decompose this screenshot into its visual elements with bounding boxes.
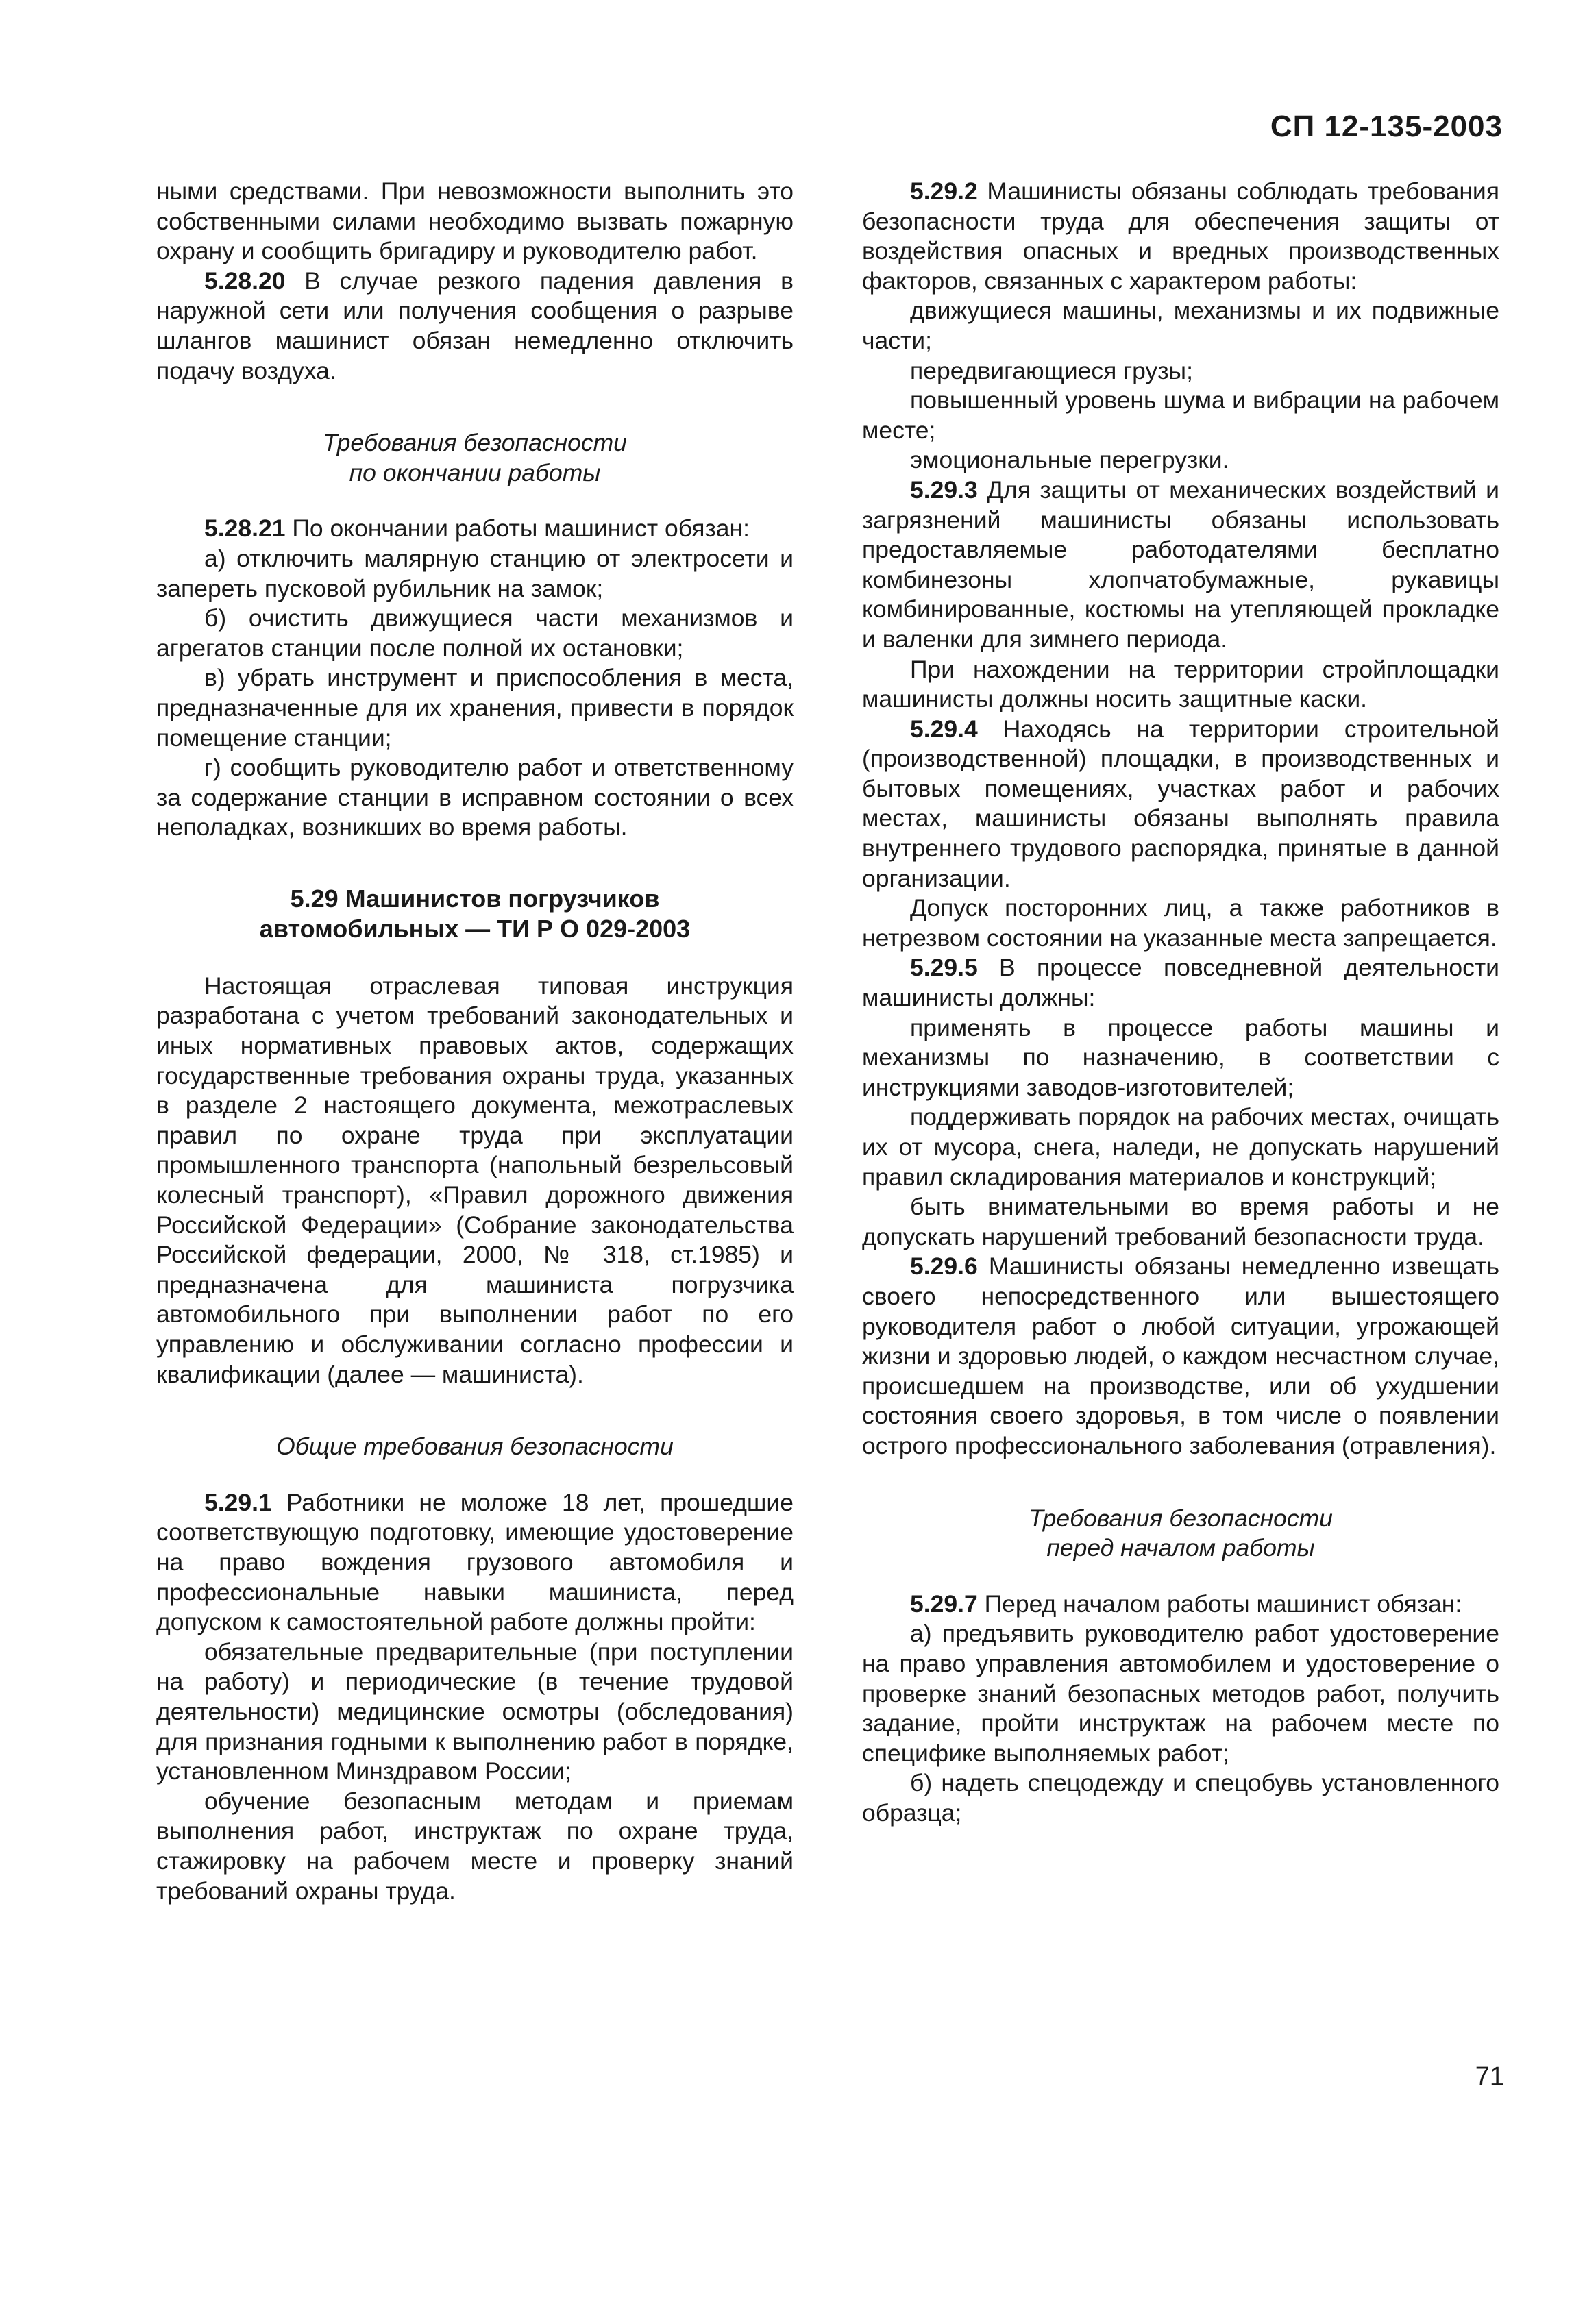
paragraph-text: Для защиты от механических воздействий и загрязнений машинисты обязаны использовать предоставляемые работодателями бесплатно комбинезоны хлопчатобумажные, рукавицы комбинированные, костюмы на утепляющей прокладке и валенки для зимнего периода. — [862, 475, 1499, 653]
paragraph: применять в процессе работы машины и механизмы по назначению, в соответствии с инструкциями заводов-изготовителей; — [862, 1013, 1499, 1101]
right-column — [862, 177, 1499, 1828]
subsection-heading-line: Требования безопасности — [323, 429, 627, 457]
subsection-heading — [862, 1504, 1499, 1563]
clause-number: 5.29.1 — [204, 1488, 272, 1516]
paragraph: ными средствами. При невозможности выполнить это собственными силами необходимо вызвать пожарную охрану и сообщить бригадиру и руководителю работ. — [156, 177, 794, 265]
clause-number: 5.29.7 — [910, 1590, 978, 1618]
paragraph: обязательные предварительные (при поступлении на работу) и периодические (в течение трудовой деятельности) медицинские осмотры (обследования) для признания годными к выполнению работ в порядке, установленном Минздравом России; — [156, 1637, 794, 1785]
paragraph — [862, 177, 1499, 296]
paragraph — [862, 1252, 1499, 1461]
clause-number: 5.29.5 — [910, 954, 978, 982]
paragraph-text: Перед началом работы машинист обязан: — [977, 1590, 1462, 1618]
paragraph — [156, 514, 794, 544]
paragraph — [862, 953, 1499, 1013]
paragraph-text: Находясь на территории строительной (производственной) площадки, в производственных и бытовых помещениях, участках работ и рабочих местах, машинисты обязаны выполнять правила внутреннего трудового распорядка, принятые в данной организации. — [862, 715, 1499, 892]
paragraph: г) сообщить руководителю работ и ответственному за содержание станции в исправном состоянии о всех неполадках, возникших во время работы. — [156, 754, 794, 841]
paragraph-text: В случае резкого падения давления в наружной сети или получения сообщения о разрыве шлангов машинист обязан немедленно отключить подачу воздуха. — [156, 267, 794, 384]
clause-number: 5.29.4 — [910, 715, 978, 743]
paragraph: эмоциональные перегрузки. — [910, 446, 1229, 474]
paragraph-text: Машинисты обязаны соблюдать требования безопасности труда для обеспечения защиты от воздействия опасных и вредных производственных факторов, связанных с характером работы: — [862, 177, 1499, 295]
paragraph: При нахождении на территории стройплощадки машинисты должны носить защитные каски. — [862, 655, 1499, 713]
paragraph: б) надеть спецодежду и спецобувь установленного образца; — [862, 1769, 1499, 1827]
subsection-heading-line: перед началом работы — [1046, 1534, 1315, 1562]
paragraph: Допуск посторонних лиц, а также работников в нетрезвом состоянии на указанные места запрещается. — [862, 894, 1499, 952]
subsection-heading-line: по окончании работы — [349, 458, 601, 486]
clause-number: 5.29.3 — [910, 475, 978, 504]
left-column — [156, 177, 794, 1906]
paragraph: а) предъявить руководителю работ удостоверение на право управления автомобилем и удостоверение о проверке знаний безопасных методов работ, получить задание, пройти инструктаж на рабочем месте по специфике выполняемых работ; — [862, 1620, 1499, 1767]
paragraph — [862, 475, 1499, 655]
paragraph — [862, 715, 1499, 894]
document-code: СП 12-135-2003 — [1270, 110, 1503, 143]
paragraph: быть внимательными во время работы и не допускать нарушений требований безопасности труда. — [862, 1193, 1499, 1250]
paragraph: б) очистить движущиеся части механизмов и агрегатов станции после полной их остановки; — [156, 604, 794, 662]
paragraph-text: По окончании работы машинист обязан: — [285, 515, 750, 543]
paragraph: движущиеся машины, механизмы и их подвижные части; — [862, 297, 1499, 354]
paragraph: Настоящая отраслевая типовая инструкция разработана с учетом требований законодательных и иных нормативных правовых актов, содержащих государственные требования охраны труда, указанных в разделе 2 настоящего документа, межотраслевых правил по охране труда при эксплуатации промышленного транспорта (напольный безрельсовый колесный транспорт), «Правил дорожного движения Российской Федерации» (Собрание законодательства Российской федерации, 2000, № 318, ст.1985) и предназначена для машиниста погрузчика автомобильного при выполнении работ по его управлению и обслуживании согласно профессии и квалификации (далее — машиниста). — [156, 972, 794, 1388]
section-title-line: автомобильных — ТИ Р О 029-2003 — [259, 914, 691, 943]
paragraph: обучение безопасным методам и приемам выполнения работ, инструктаж по охране труда, стажировку на рабочем месте и проверку знаний требований охраны труда. — [156, 1787, 794, 1905]
paragraph-text: Работники не моложе 18 лет, прошедшие соответствующую подготовку, имеющие удостоверение на право вождения грузового автомобиля и профессиональные навыки машиниста, перед допуском к самостоятельной работе должны пройти: — [156, 1488, 794, 1636]
clause-number: 5.28.20 — [204, 267, 286, 295]
paragraph — [156, 1488, 794, 1637]
paragraph: поддерживать порядок на рабочих местах, очищать их от мусора, снега, наледи, не допускать нарушений правил складирования материалов и конструкций; — [862, 1103, 1499, 1191]
clause-number: 5.29.6 — [910, 1252, 978, 1281]
paragraph: в) убрать инструмент и приспособления в места, предназначенные для их хранения, привести в порядок помещение станции; — [156, 664, 794, 752]
section-title — [156, 884, 794, 944]
subsection-heading — [156, 428, 794, 488]
paragraph: а) отключить малярную станцию от электросети и запереть пусковой рубильник на замок; — [156, 544, 794, 602]
clause-number: 5.29.2 — [910, 177, 978, 205]
subsection-heading: Общие требования безопасности — [276, 1433, 674, 1461]
paragraph-text: В процессе повседневной деятельности машинисты должны: — [862, 954, 1499, 1012]
paragraph-text: Машинисты обязаны немедленно извещать своего непосредственного или вышестоящего руководителя работ о любой ситуации, угрожающей жизни и здоровью людей, о каждом несчастном случае, происшедшем на производстве, или об ухудшении состояния своего здоровья, в том числе о появлении острого профессионального заболевания (отравления). — [862, 1252, 1499, 1459]
section-title-line: 5.29 Машинистов погрузчиков — [290, 884, 660, 913]
paragraph — [862, 1590, 1499, 1620]
paragraph: передвигающиеся грузы; — [910, 356, 1193, 384]
paragraph — [156, 267, 794, 386]
paragraph: повышенный уровень шума и вибрации на рабочем месте; — [862, 386, 1499, 444]
clause-number: 5.28.21 — [204, 515, 286, 543]
page-number: 71 — [1475, 2062, 1504, 2091]
subsection-heading-line: Требования безопасности — [1029, 1504, 1333, 1532]
